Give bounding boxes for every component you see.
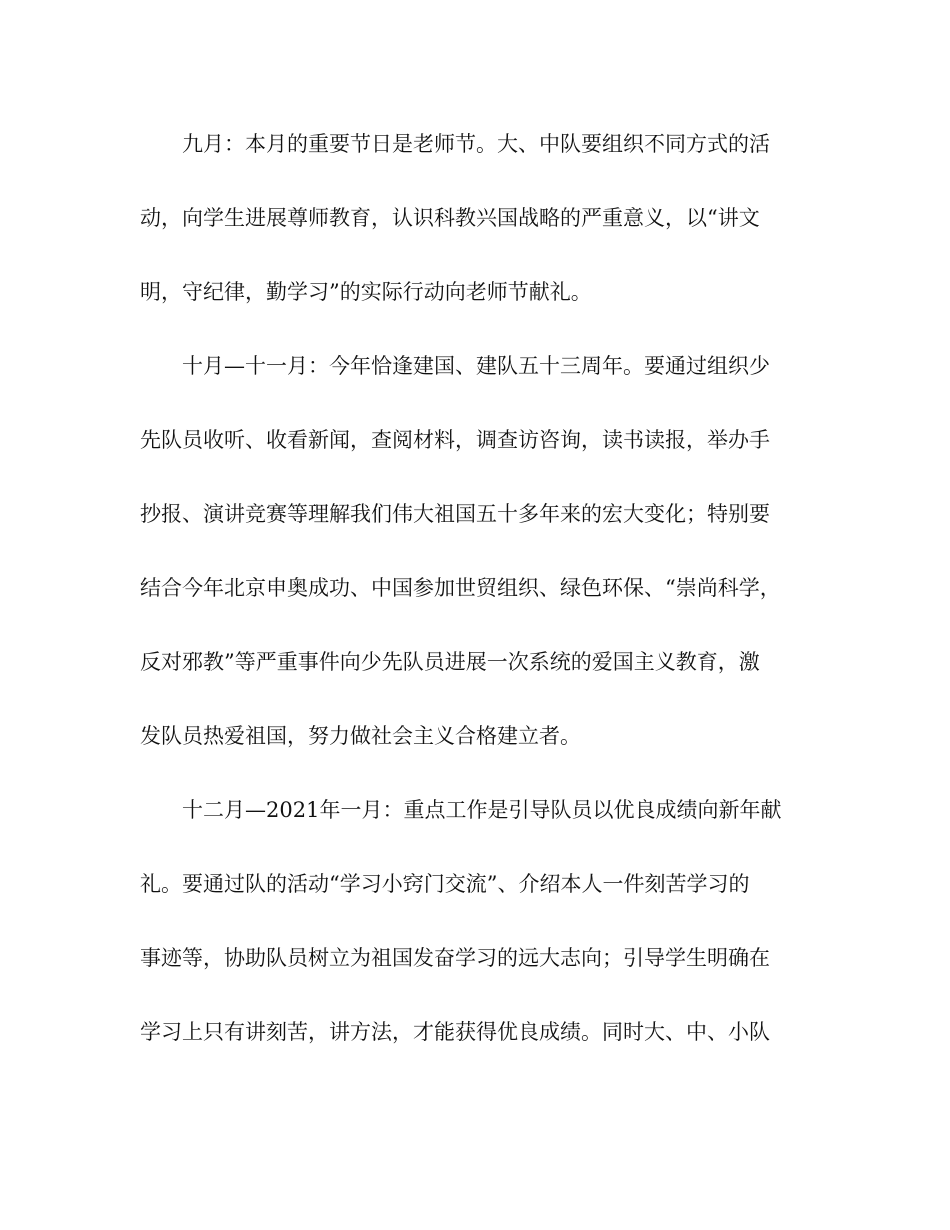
text-line: 事迹等，协助队员树立为祖国发奋学习的远大志向；引导学生明确在 [140,946,770,970]
paragraph-october-november [140,341,810,761]
text-line: 发队员热爱祖国，努力做社会主义合格建立者。 [140,724,581,748]
text-line: 九月：本月的重要节日是老师节。大、中队要组织不同方式的活 [182,132,770,156]
paragraph-december-january [140,785,810,1057]
text-line: 反对邪教”等严重事件向少先队员进展一次系统的爱国主义教育，激 [140,650,760,674]
text-line: 十月—十一月：今年恰逢建国、建队五十三周年。要通过组织少 [182,354,770,378]
text-line: 结合今年北京申奥成功、中国参加世贸组织、绿色环保、“崇尚科学， [140,576,781,600]
document-body [140,119,810,1081]
text-line: 抄报、演讲竞赛等理解我们伟大祖国五十多年来的宏大变化；特别要 [140,502,770,526]
text-line: 礼。要通过队的活动“学习小窍门交流”、介绍本人一件刻苦学习的 [140,872,750,896]
text-line: 先队员收听、收看新闻，查阅材料，调查访咨询，读书读报，举办手 [140,428,770,452]
text-line: 学习上只有讲刻苦，讲方法，才能获得优良成绩。同时大、中、小队 [140,1020,770,1044]
text-line: 十二月—2021年一月：重点工作是引导队员以优良成绩向新年献 [182,798,782,822]
paragraph-september [140,119,810,317]
text-line: 明，守纪律，勤学习”的实际行动向老师节献礼。 [140,280,592,304]
text-line: 动，向学生进展尊师教育，认识科教兴国战略的严重意义，以“讲文 [140,206,760,230]
